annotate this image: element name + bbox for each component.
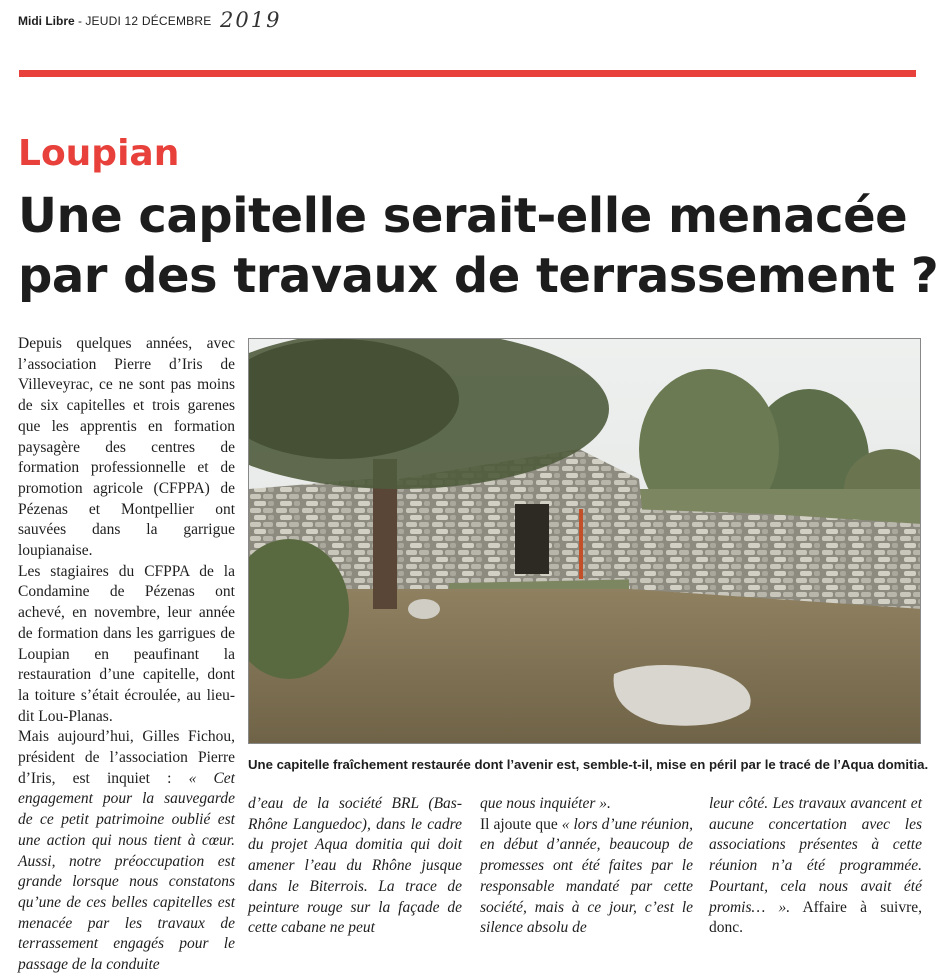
headline-line-1: Une capitelle serait-elle menacée (18, 188, 908, 244)
handwritten-year: 2019 (220, 8, 282, 32)
column-4-paragraph (709, 794, 922, 939)
photo-caption: Une capitelle fraîchement restaurée dont l’avenir est, semble-t-il, mise en péril par le tracé de l’Aqua domitia. (248, 757, 929, 772)
headline (18, 186, 939, 306)
article-column-3 (480, 794, 693, 939)
section-title: Loupian (18, 133, 180, 174)
column-3-intro: Il ajoute que (480, 815, 562, 833)
column-3-quote: « lors d’une réunion, en début d’année, beaucoup de promesses ont été faites par le responsable mandaté par cette société, mais à ce jour, c’est le silence absolu de (480, 815, 693, 937)
quote-fichou: « Cet engagement pour la sauvegarde de ce petit patrimoine oublié est une action qui nous tient à cœur. Aussi, notre préoccupation est grande lorsque nous constatons qu’une de ces belles capitelles est menacée par les travaux de terrassement engagés pour le passage de la conduite (18, 769, 235, 974)
column-2-text: d’eau de la société BRL (Bas-Rhône Languedoc), dans le cadre du projet Aqua domitia qui doit amener l’eau du Rhône jusque dans le Biterrois. La trace de peinture rouge sur la façade de cette cabane ne peut (248, 795, 462, 937)
article-column-2 (248, 794, 462, 939)
article-column-1 (18, 334, 235, 976)
column-4-closing: Affaire à suivre, donc. (709, 898, 922, 937)
column-4-quote: leur côté. Les travaux avancent et aucune concertation avec les associations présentes à cette réunion n’a été programmée. Pourtant, cela nous avait été promis… ». (709, 795, 922, 916)
paragraph-intro: Depuis quelques années, avec l’association Pierre d’Iris de Villeveyrac, ce ne sont pas moins de six capitelles et trois garenes que les apprentis en formation paysagère des centres de formation professionnelle et de promotion agricole (CFPPA) de Pézenas et Montpellier ont sauvées dans la garrigue loupianaise. (18, 335, 235, 560)
capitelle-photo-illustration (249, 339, 921, 744)
headline-line-2: par des travaux de terrassement ? (18, 248, 939, 304)
masthead-separator: - (74, 14, 86, 28)
newspaper-name: Midi Libre (18, 14, 75, 28)
column-3-paragraph (480, 815, 693, 939)
article-column-4 (709, 794, 922, 939)
masthead (18, 8, 282, 38)
issue-date: JEUDI 12 DÉCEMBRE (85, 14, 212, 28)
column-3-quote-end: que nous inquiéter ». (480, 795, 611, 812)
paragraph-cfppa: Les stagiaires du CFPPA de la Condamine de Pézenas ont achevé, en novembre, leur année de formation dans les garrigues de Loupian en peaufinant la restauration d’une capitelle, dont la toiture s’était écroulée, au lieu-dit Lou-Planas. (18, 562, 235, 725)
article-photo (248, 338, 921, 744)
header-rule (19, 70, 916, 77)
paragraph-quote-intro: Mais aujourd’hui, Gilles Fichou, président de l’association Pierre d’Iris, est inquiet : (18, 728, 235, 787)
paragraph-quote (18, 727, 235, 975)
